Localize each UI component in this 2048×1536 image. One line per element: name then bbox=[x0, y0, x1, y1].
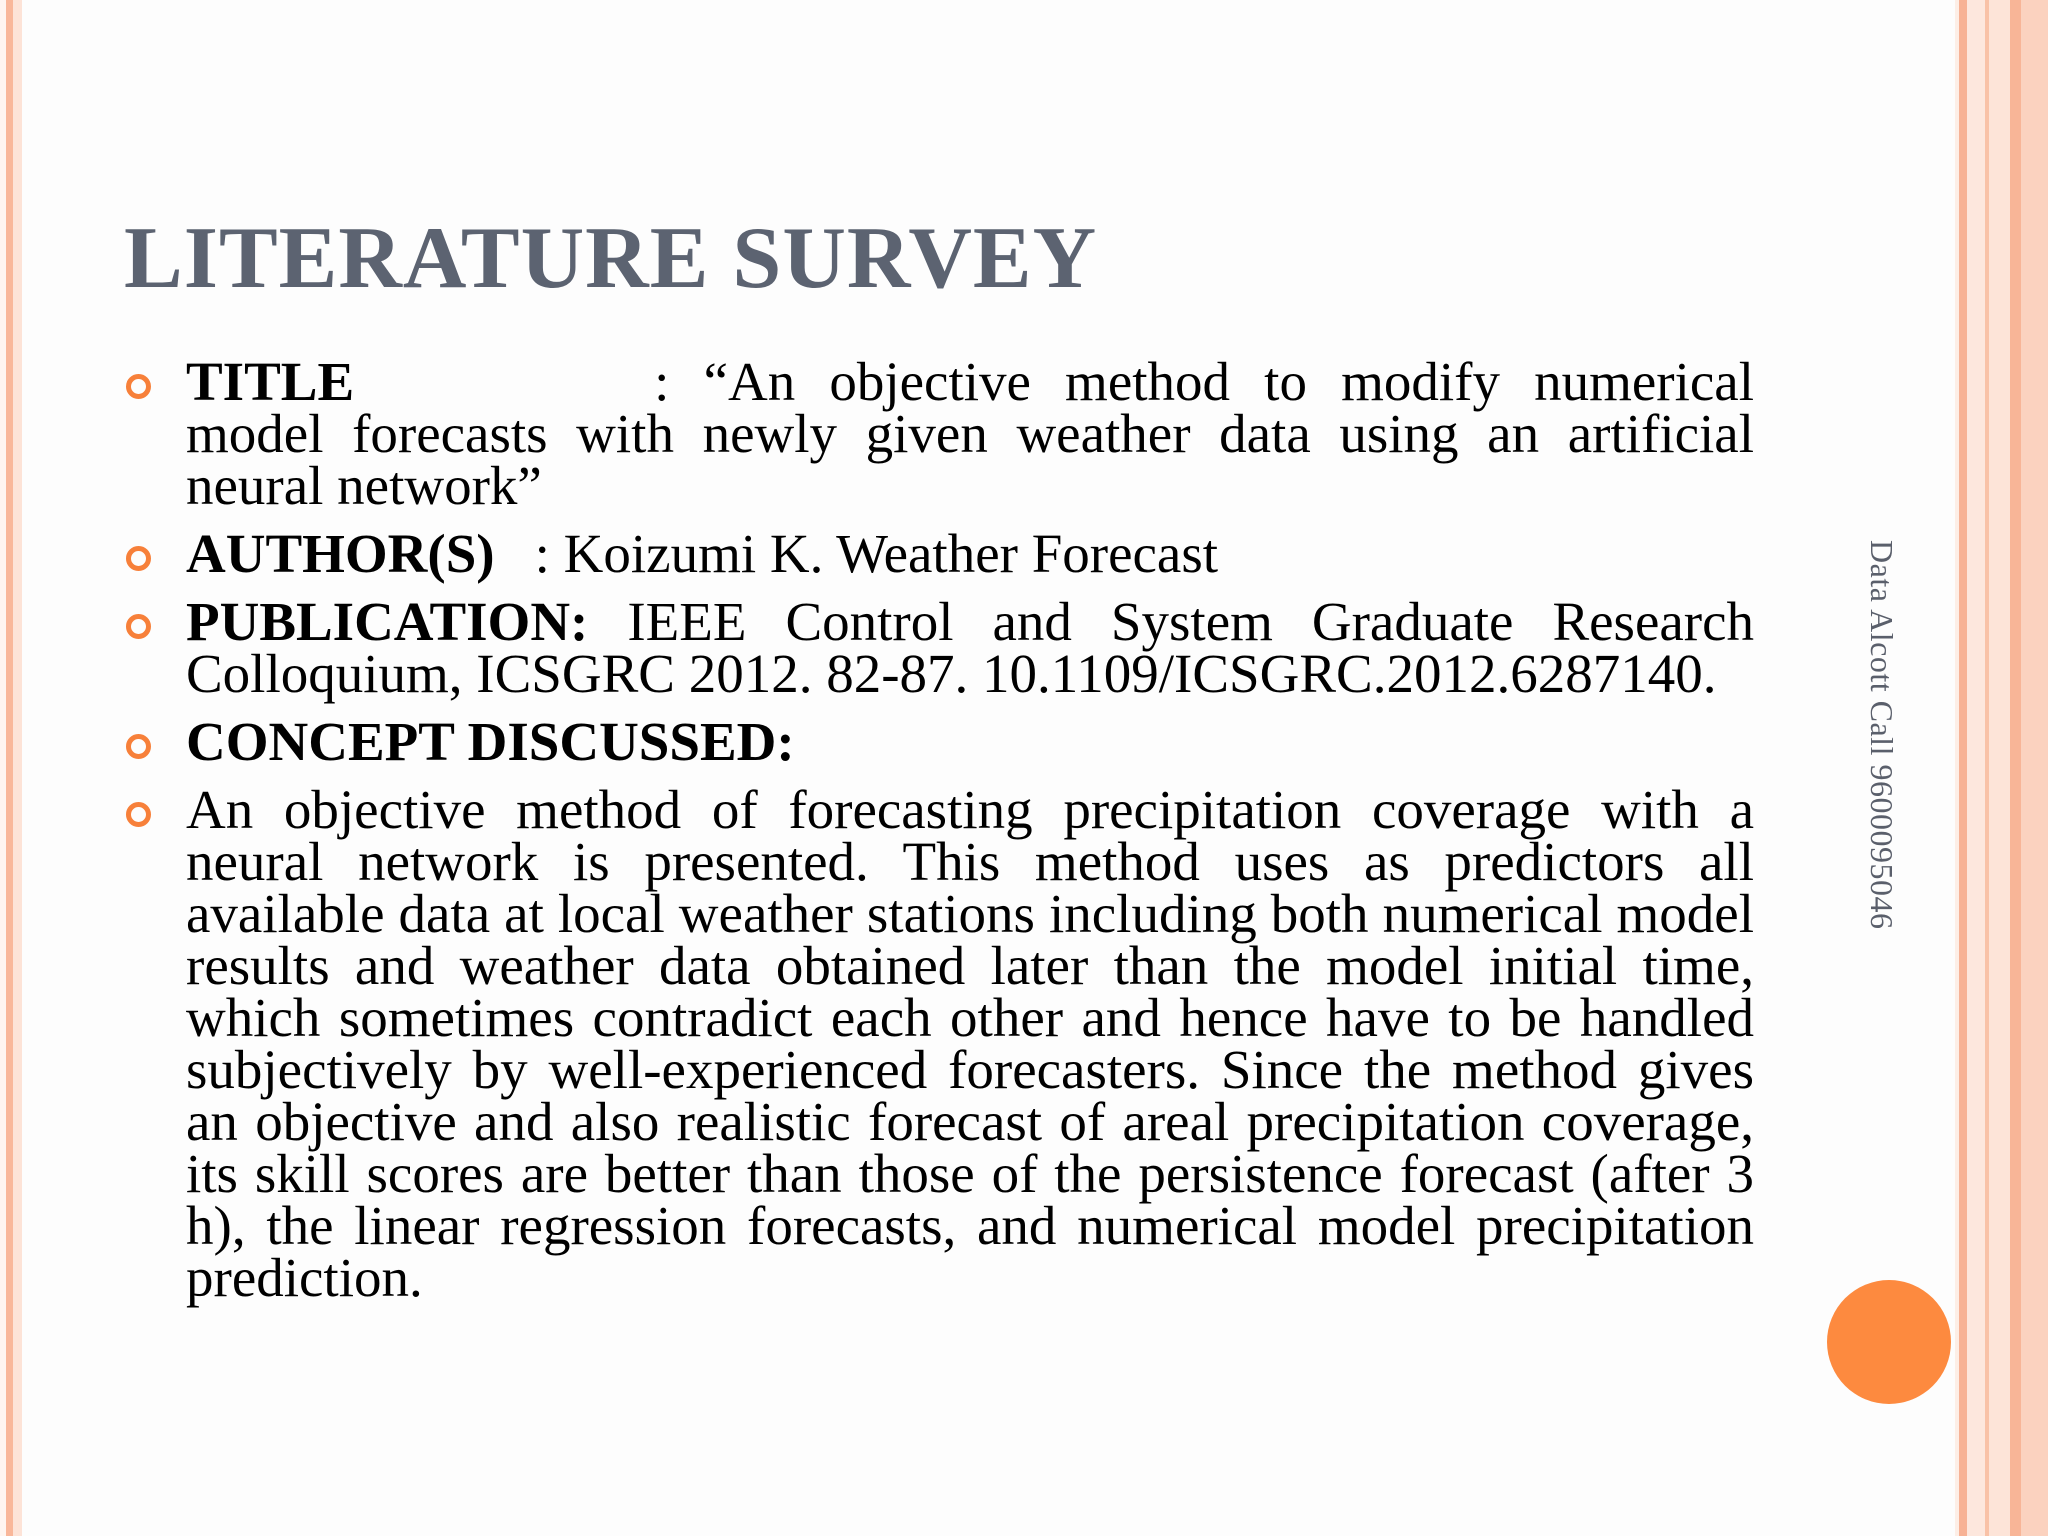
bullet-icon bbox=[126, 374, 151, 399]
title-text: : “An objective method to modify numerical model forecasts with newly given weather data using an artificial neural network” bbox=[186, 351, 1754, 516]
left-decorative-border bbox=[0, 0, 22, 1536]
abstract-text: An objective method of forecasting precipitation coverage with a neural network is presented. This method uses as predictors all available data at local weather stations including both numerical model results and weather data obtained later than the model initial time, which sometimes contradict each other and hence have to be handled subjectively by well-experienced forecasters. Since the method gives an objective and also realistic forecast of areal precipitation coverage, its skill scores are better than those of the persistence forecast (after 3 h), the linear regression forecasts, and numerical model precipitation prediction. bbox=[186, 779, 1754, 1308]
title-label: TITLE bbox=[186, 351, 355, 412]
slide-content bbox=[124, 351, 1754, 1308]
concept-label: CONCEPT DISCUSSED: bbox=[186, 711, 795, 772]
author-label: AUTHOR(S) bbox=[186, 523, 495, 584]
publication-label: PUBLICATION: bbox=[186, 591, 589, 652]
bullet-icon bbox=[126, 546, 151, 571]
side-contact-text: Data Alcott Call 9600095046 bbox=[1864, 540, 1900, 930]
list-item-author bbox=[124, 523, 1754, 584]
orange-circle-decoration bbox=[1827, 1280, 1951, 1404]
bullet-icon bbox=[126, 802, 151, 827]
list-item-title bbox=[124, 351, 1754, 516]
bullet-icon bbox=[126, 734, 151, 759]
right-decorative-border bbox=[1955, 0, 2048, 1536]
bullet-icon bbox=[126, 614, 151, 639]
list-item-concept bbox=[124, 711, 1754, 772]
publication-text: IEEE Control and System Graduate Research Colloquium, ICSGRC 2012. 82-87. 10.1109/ICSGRC.2012.6287140. bbox=[186, 591, 1754, 704]
list-item-abstract bbox=[124, 779, 1754, 1308]
author-text: : Koizumi K. Weather Forecast bbox=[534, 523, 1219, 584]
slide-title: LITERATURE SURVEY bbox=[124, 210, 1098, 307]
list-item-publication bbox=[124, 591, 1754, 704]
